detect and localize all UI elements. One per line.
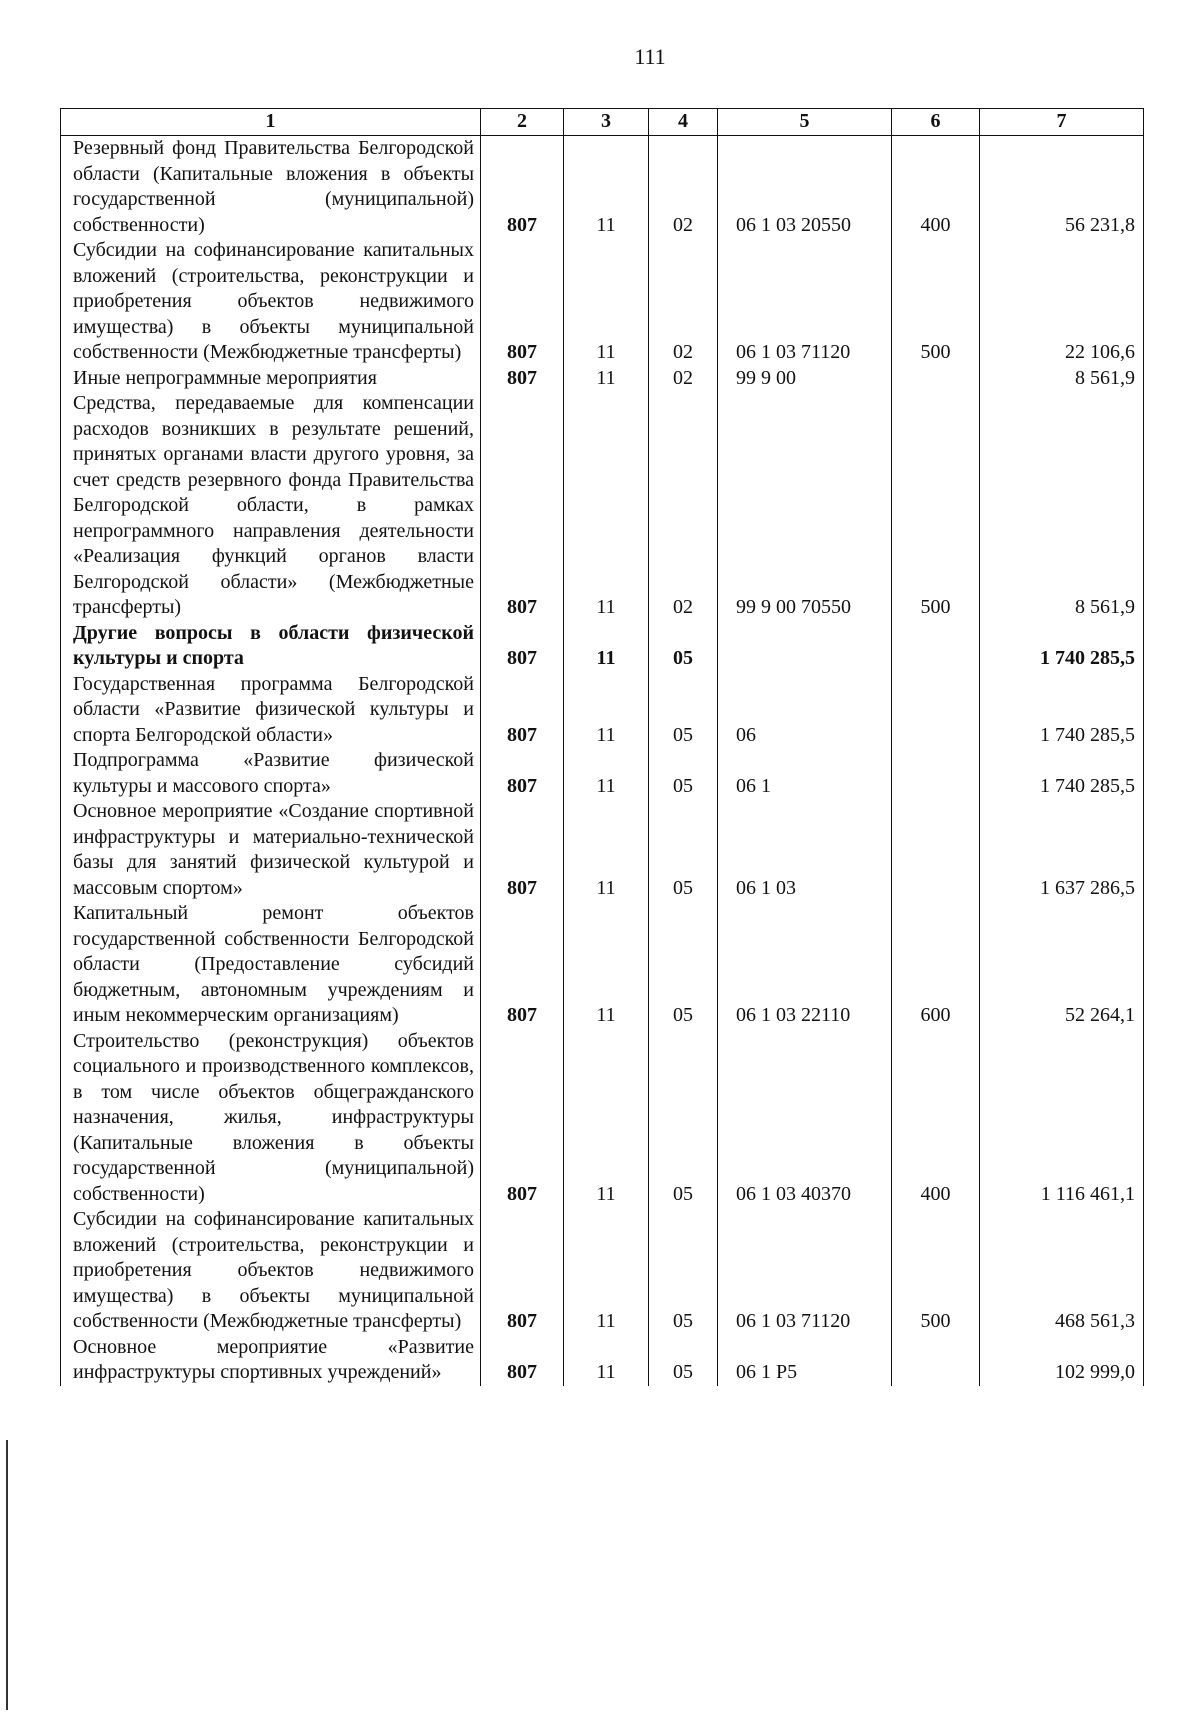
scan-edge-mark <box>6 1440 8 1710</box>
row-amount: 1 116 461,1 <box>980 1029 1144 1208</box>
table-row <box>61 1207 1144 1335</box>
row-expense-type <box>892 1335 980 1386</box>
table-body <box>61 136 1144 1386</box>
table-row <box>61 136 1144 239</box>
row-expense-type: 400 <box>892 1029 980 1208</box>
row-expense-type <box>892 748 980 799</box>
row-target-article: 06 1 03 40370 <box>718 1029 892 1208</box>
row-target-article: 06 <box>718 672 892 749</box>
row-grbs: 807 <box>481 1335 564 1386</box>
header-row <box>61 109 1144 136</box>
header-col-3: 3 <box>564 109 649 136</box>
table-row <box>61 391 1144 621</box>
row-target-article: 06 1 <box>718 748 892 799</box>
row-grbs: 807 <box>481 672 564 749</box>
row-amount: 102 999,0 <box>980 1335 1144 1386</box>
row-name: Основное мероприятие «Создание спортивной инфраструктуры и материально-технической базы для занятий физической культурой и массовым спортом» <box>61 799 481 901</box>
row-grbs: 807 <box>481 391 564 621</box>
row-subsection: 02 <box>649 366 718 392</box>
row-subsection: 05 <box>649 1207 718 1335</box>
row-target-article: 06 1 03 71120 <box>718 1207 892 1335</box>
budget-table <box>60 108 1144 1386</box>
table-row <box>61 366 1144 392</box>
row-target-article: 06 1 P5 <box>718 1335 892 1386</box>
row-expense-type: 500 <box>892 238 980 366</box>
row-name: Резервный фонд Правительства Белгородской области (Капитальные вложения в объекты государственной (муниципальной) собственности) <box>61 136 481 239</box>
table-row <box>61 621 1144 672</box>
header-col-4: 4 <box>649 109 718 136</box>
row-amount: 1 637 286,5 <box>980 799 1144 901</box>
row-subsection: 05 <box>649 672 718 749</box>
row-amount: 8 561,9 <box>980 366 1144 392</box>
row-name: Другие вопросы в области физической культуры и спорта <box>61 621 481 672</box>
row-section: 11 <box>564 1335 649 1386</box>
row-grbs: 807 <box>481 748 564 799</box>
row-amount: 22 106,6 <box>980 238 1144 366</box>
row-subsection: 05 <box>649 901 718 1029</box>
header-col-1: 1 <box>61 109 481 136</box>
row-amount: 1 740 285,5 <box>980 672 1144 749</box>
row-grbs: 807 <box>481 1207 564 1335</box>
row-target-article: 06 1 03 22110 <box>718 901 892 1029</box>
row-amount: 1 740 285,5 <box>980 748 1144 799</box>
header-col-5: 5 <box>718 109 892 136</box>
table-row <box>61 799 1144 901</box>
row-amount: 1 740 285,5 <box>980 621 1144 672</box>
row-section: 11 <box>564 799 649 901</box>
table-row <box>61 748 1144 799</box>
row-expense-type <box>892 366 980 392</box>
row-amount: 56 231,8 <box>980 136 1144 239</box>
row-subsection: 05 <box>649 748 718 799</box>
row-subsection: 05 <box>649 1335 718 1386</box>
row-subsection: 05 <box>649 799 718 901</box>
row-amount: 52 264,1 <box>980 901 1144 1029</box>
row-name: Государственная программа Белгородской области «Развитие физической культуры и спорта Белгородской области» <box>61 672 481 749</box>
row-name: Основное мероприятие «Развитие инфраструктуры спортивных учреждений» <box>61 1335 481 1386</box>
table-header <box>61 109 1144 136</box>
row-target-article: 06 1 03 71120 <box>718 238 892 366</box>
row-subsection: 05 <box>649 621 718 672</box>
row-target-article: 06 1 03 20550 <box>718 136 892 239</box>
row-expense-type: 600 <box>892 901 980 1029</box>
row-section: 11 <box>564 672 649 749</box>
row-section: 11 <box>564 621 649 672</box>
row-subsection: 02 <box>649 238 718 366</box>
row-grbs: 807 <box>481 901 564 1029</box>
table-row <box>61 672 1144 749</box>
row-expense-type: 500 <box>892 1207 980 1335</box>
row-name: Капитальный ремонт объектов государственной собственности Белгородской области (Предоставление субсидий бюджетным, автономным учреждениям и иным некоммерческим организациям) <box>61 901 481 1029</box>
row-target-article: 06 1 03 <box>718 799 892 901</box>
row-expense-type <box>892 621 980 672</box>
row-grbs: 807 <box>481 136 564 239</box>
row-amount: 8 561,9 <box>980 391 1144 621</box>
row-expense-type <box>892 672 980 749</box>
row-name: Средства, передаваемые для компенсации расходов возникших в результате решений, принятых органами власти другого уровня, за счет средств резервного фонда Правительства Белгородской области, в рамках непрограммного направления деятельности «Реализация функций органов власти Белгородской области» (Межбюджетные трансферты) <box>61 391 481 621</box>
row-section: 11 <box>564 1029 649 1208</box>
row-section: 11 <box>564 1207 649 1335</box>
row-section: 11 <box>564 391 649 621</box>
table-row <box>61 1335 1144 1386</box>
header-col-7: 7 <box>980 109 1144 136</box>
table-row <box>61 1029 1144 1208</box>
row-target-article <box>718 621 892 672</box>
row-target-article: 99 9 00 70550 <box>718 391 892 621</box>
row-grbs: 807 <box>481 366 564 392</box>
row-expense-type: 400 <box>892 136 980 239</box>
row-section: 11 <box>564 238 649 366</box>
header-col-6: 6 <box>892 109 980 136</box>
row-section: 11 <box>564 748 649 799</box>
row-section: 11 <box>564 366 649 392</box>
row-name: Подпрограмма «Развитие физической культуры и массового спорта» <box>61 748 481 799</box>
row-grbs: 807 <box>481 799 564 901</box>
row-expense-type <box>892 799 980 901</box>
row-grbs: 807 <box>481 238 564 366</box>
row-name: Субсидии на софинансирование капитальных вложений (строительства, реконструкции и приобретения объектов недвижимого имущества) в объекты муниципальной собственности (Межбюджетные трансферты) <box>61 238 481 366</box>
row-expense-type: 500 <box>892 391 980 621</box>
row-subsection: 02 <box>649 391 718 621</box>
row-subsection: 05 <box>649 1029 718 1208</box>
row-name: Строительство (реконструкция) объектов социального и производственного комплексов, в том числе объектов общегражданского назначения, жилья, инфраструктуры (Капитальные вложения в объекты государственной (муниципальной) собственности) <box>61 1029 481 1208</box>
row-grbs: 807 <box>481 621 564 672</box>
page-number: 111 <box>634 44 666 69</box>
row-subsection: 02 <box>649 136 718 239</box>
row-target-article: 99 9 00 <box>718 366 892 392</box>
header-col-2: 2 <box>481 109 564 136</box>
row-section: 11 <box>564 901 649 1029</box>
row-amount: 468 561,3 <box>980 1207 1144 1335</box>
row-name: Иные непрограммные мероприятия <box>61 366 481 392</box>
row-section: 11 <box>564 136 649 239</box>
row-name: Субсидии на софинансирование капитальных вложений (строительства, реконструкции и приобретения объектов недвижимого имущества) в объекты муниципальной собственности (Межбюджетные трансферты) <box>61 1207 481 1335</box>
table-row <box>61 901 1144 1029</box>
table-row <box>61 238 1144 366</box>
row-grbs: 807 <box>481 1029 564 1208</box>
